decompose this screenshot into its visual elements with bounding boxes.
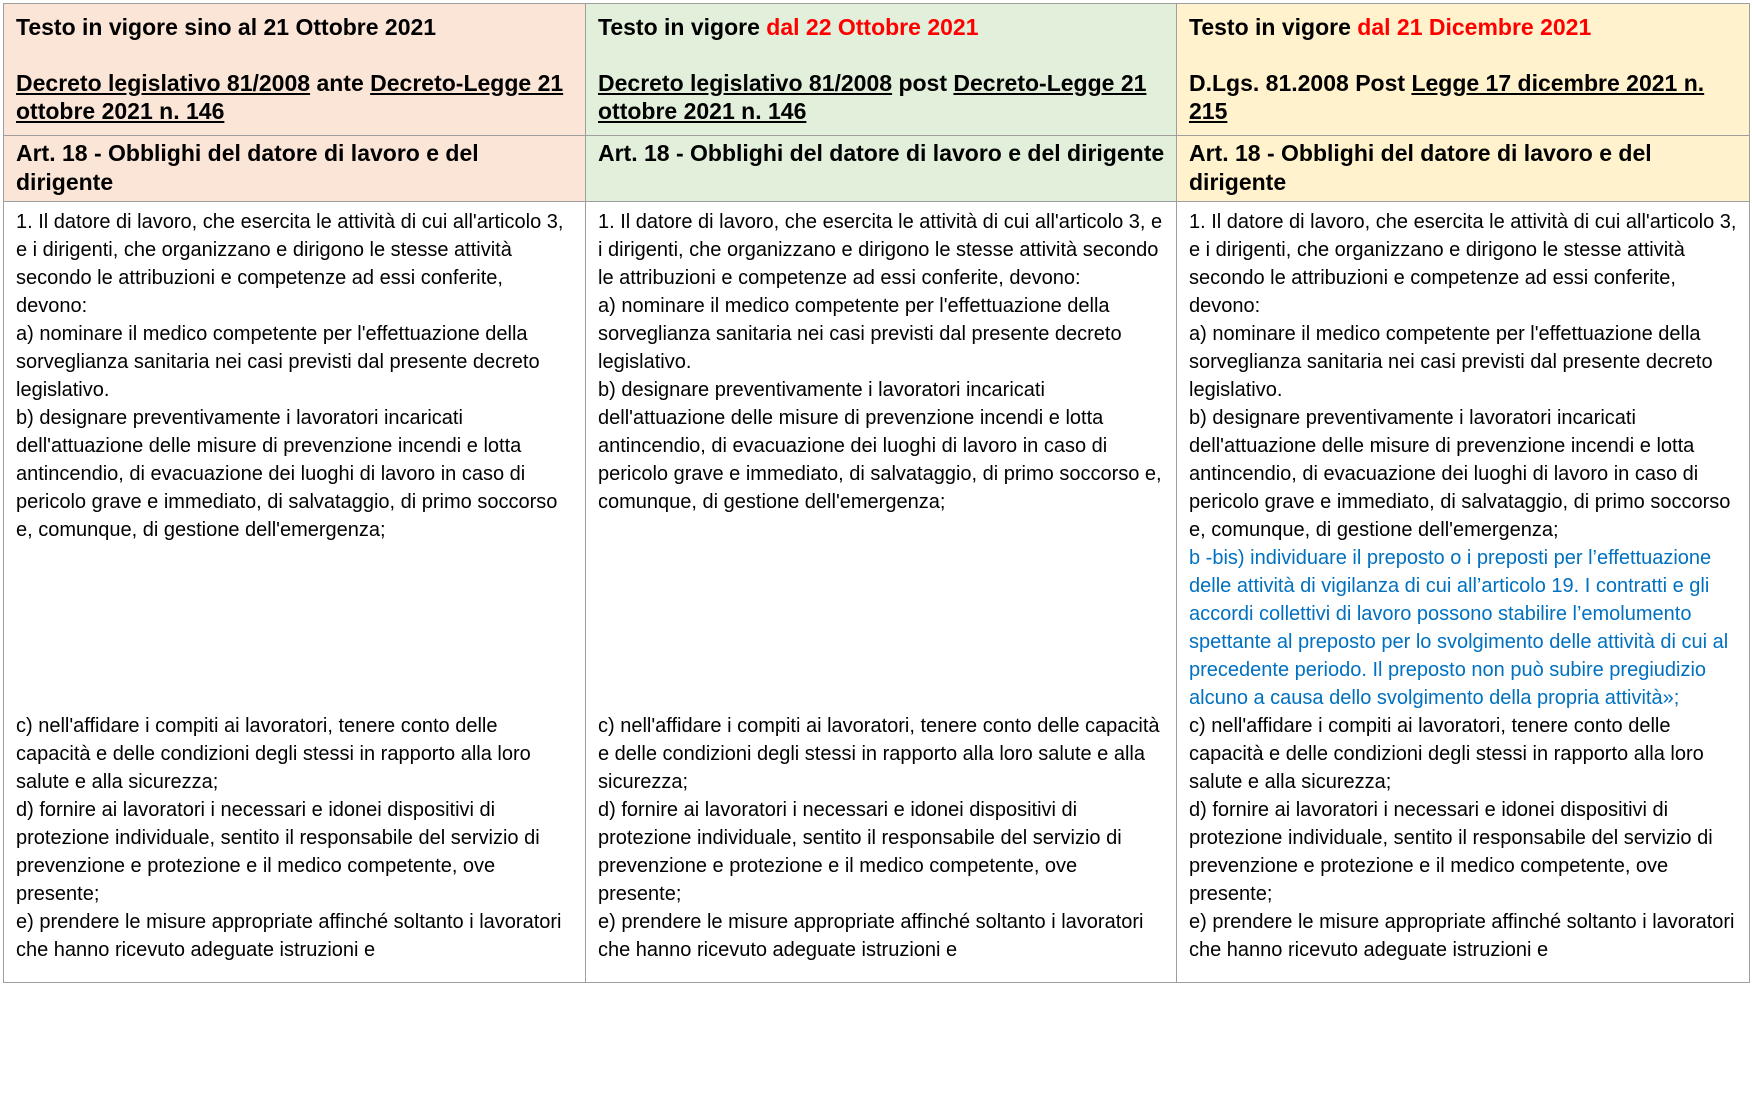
article-heading-cell-post-dl146: Art. 18 - Obblighi del datore di lavoro e del dirigente	[586, 136, 1177, 202]
header-cell-post-l215	[1177, 4, 1750, 136]
article-heading-cell-ante: Art. 18 - Obblighi del datore di lavoro e del dirigente	[4, 136, 586, 202]
title-text: Testo in vigore	[598, 14, 767, 40]
paragraph-c: c) nell'affidare i compiti ai lavoratori, tenere conto delle capacità e delle condizioni degli stessi in rapporto alla loro salute e alla sicurezza;	[598, 715, 1160, 793]
title-text: Testo in vigore	[1189, 14, 1358, 40]
body-spacer-ante	[4, 544, 586, 712]
body-cell-post-l215	[1177, 202, 1750, 545]
body-row-b-bis	[4, 544, 1750, 712]
body-row-intro-a-b	[4, 202, 1750, 545]
body-cell-post-l215	[1177, 712, 1750, 983]
paragraph-d: d) fornire ai lavoratori i necessari e idonei dispositivi di protezione individuale, sentito il responsabile del servizio di prevenzione e protezione e il medico competente, ove presente;	[1189, 799, 1713, 905]
decree-link-part1: Decreto legislativo 81/2008	[598, 70, 893, 96]
paragraph-intro: 1. Il datore di lavoro, che esercita le attività di cui all'articolo 3, e i dirigenti, che organizzano e dirigono le stesse attività secondo le attribuzioni e competenze ad essi conferite, devono:	[1189, 211, 1737, 317]
paragraph-e: e) prendere le misure appropriate affinché soltanto i lavoratori che hanno ricevuto adeguate istruzioni e	[1189, 911, 1735, 961]
decree-link-part2: Decreto-Legge 21 ottobre 2021 n. 146	[16, 70, 564, 124]
body-cell-ante	[4, 202, 586, 545]
paragraph-b-bis-inserted: b -bis) individuare il preposto o i preposti per l’effettuazione delle attività di vigilanza di cui all’articolo 19. I contratti e gli accordi collettivi di lavoro possono stabilire l’emolumento spettante al preposto per lo svolgimento delle attività di cui al precedente periodo. Il preposto non può subire pregiudizio alcuno a causa dello svolgimento della propria attività»;	[1189, 547, 1729, 709]
paragraph-b: b) designare preventivamente i lavoratori incaricati dell'attuazione delle misure di prevenzione incendi e lotta antincendio, di evacuazione dei luoghi di lavoro in caso di pericolo grave e immediato, di salvataggio, di primo soccorso e, comunque, di gestione dell'emergenza;	[16, 407, 558, 541]
paragraph-a: a) nominare il medico competente per l'effettuazione della sorveglianza sanitaria nei casi previsti dal presente decreto legislativo.	[16, 323, 540, 401]
paragraph-e: e) prendere le misure appropriate affinché soltanto i lavoratori che hanno ricevuto adeguate istruzioni e	[598, 911, 1144, 961]
title-date-red: dal 21 Dicembre 2021	[1357, 14, 1592, 40]
header-cell-post-dl146	[586, 4, 1177, 136]
decree-reference	[16, 69, 575, 125]
version-title	[1189, 13, 1739, 41]
paragraph-e: e) prendere le misure appropriate affinché soltanto i lavoratori che hanno ricevuto adeguate istruzioni e	[16, 911, 562, 961]
header-row	[4, 4, 1750, 136]
paragraph-b: b) designare preventivamente i lavoratori incaricati dell'attuazione delle misure di prevenzione incendi e lotta antincendio, di evacuazione dei luoghi di lavoro in caso di pericolo grave e immediato, di salvataggio, di primo soccorso e, comunque, di gestione dell'emergenza;	[598, 379, 1162, 513]
body-row-c-d-e	[4, 712, 1750, 983]
body-cell-post-dl146	[586, 712, 1177, 983]
body-cell-post-dl146	[586, 202, 1177, 545]
paragraph-a: a) nominare il medico competente per l'effettuazione della sorveglianza sanitaria nei casi previsti dal presente decreto legislativo.	[598, 295, 1122, 373]
paragraph-c: c) nell'affidare i compiti ai lavoratori, tenere conto delle capacità e delle condizioni degli stessi in rapporto alla loro salute e alla sicurezza;	[1189, 715, 1704, 793]
body-cell-ante	[4, 712, 586, 983]
article-heading-cell-post-l215: Art. 18 - Obblighi del datore di lavoro e del dirigente	[1177, 136, 1750, 202]
paragraph-intro: 1. Il datore di lavoro, che esercita le attività di cui all'articolo 3, e i dirigenti, che organizzano e dirigono le stesse attività secondo le attribuzioni e competenze ad essi conferite, devono:	[16, 211, 564, 317]
body-cell-b-bis	[1177, 544, 1750, 712]
paragraph-c: c) nell'affidare i compiti ai lavoratori, tenere conto delle capacità e delle condizioni degli stessi in rapporto alla loro salute e alla sicurezza;	[16, 715, 531, 793]
decree-link-part2: Decreto-Legge 21 ottobre 2021 n. 146	[598, 70, 1147, 124]
paragraph-d: d) fornire ai lavoratori i necessari e idonei dispositivi di protezione individuale, sentito il responsabile del servizio di prevenzione e protezione e il medico competente, ove presente;	[16, 799, 540, 905]
decree-middle-text: ante	[310, 70, 371, 96]
title-text: Testo in vigore sino al 21 Ottobre 2021	[16, 14, 437, 40]
paragraph-intro: 1. Il datore di lavoro, che esercita le attività di cui all'articolo 3, e i dirigenti, che organizzano e dirigono le stesse attività secondo le attribuzioni e competenze ad essi conferite, devono:	[598, 211, 1163, 289]
comparison-table	[3, 3, 1750, 983]
header-cell-ante	[4, 4, 586, 136]
body-spacer-post-dl146	[586, 544, 1177, 712]
paragraph-b: b) designare preventivamente i lavoratori incaricati dell'attuazione delle misure di prevenzione incendi e lotta antincendio, di evacuazione dei luoghi di lavoro in caso di pericolo grave e immediato, di salvataggio, di primo soccorso e, comunque, di gestione dell'emergenza;	[1189, 407, 1731, 541]
article-heading-row	[4, 136, 1750, 202]
paragraph-a: a) nominare il medico competente per l'effettuazione della sorveglianza sanitaria nei casi previsti dal presente decreto legislativo.	[1189, 323, 1713, 401]
decree-reference	[598, 69, 1166, 125]
decree-reference	[1189, 69, 1739, 125]
decree-middle-text: post	[892, 70, 954, 96]
paragraph-d: d) fornire ai lavoratori i necessari e idonei dispositivi di protezione individuale, sentito il responsabile del servizio di prevenzione e protezione e il medico competente, ove presente;	[598, 799, 1122, 905]
version-title	[16, 13, 575, 41]
title-date-red: dal 22 Ottobre 2021	[766, 14, 979, 40]
decree-link-part1: Decreto legislativo 81/2008	[16, 70, 311, 96]
version-title	[598, 13, 1166, 41]
decree-link-part2: Legge 17 dicembre 2021 n. 215	[1189, 70, 1705, 124]
decree-middle-text: D.Lgs. 81.2008 Post	[1189, 70, 1412, 96]
